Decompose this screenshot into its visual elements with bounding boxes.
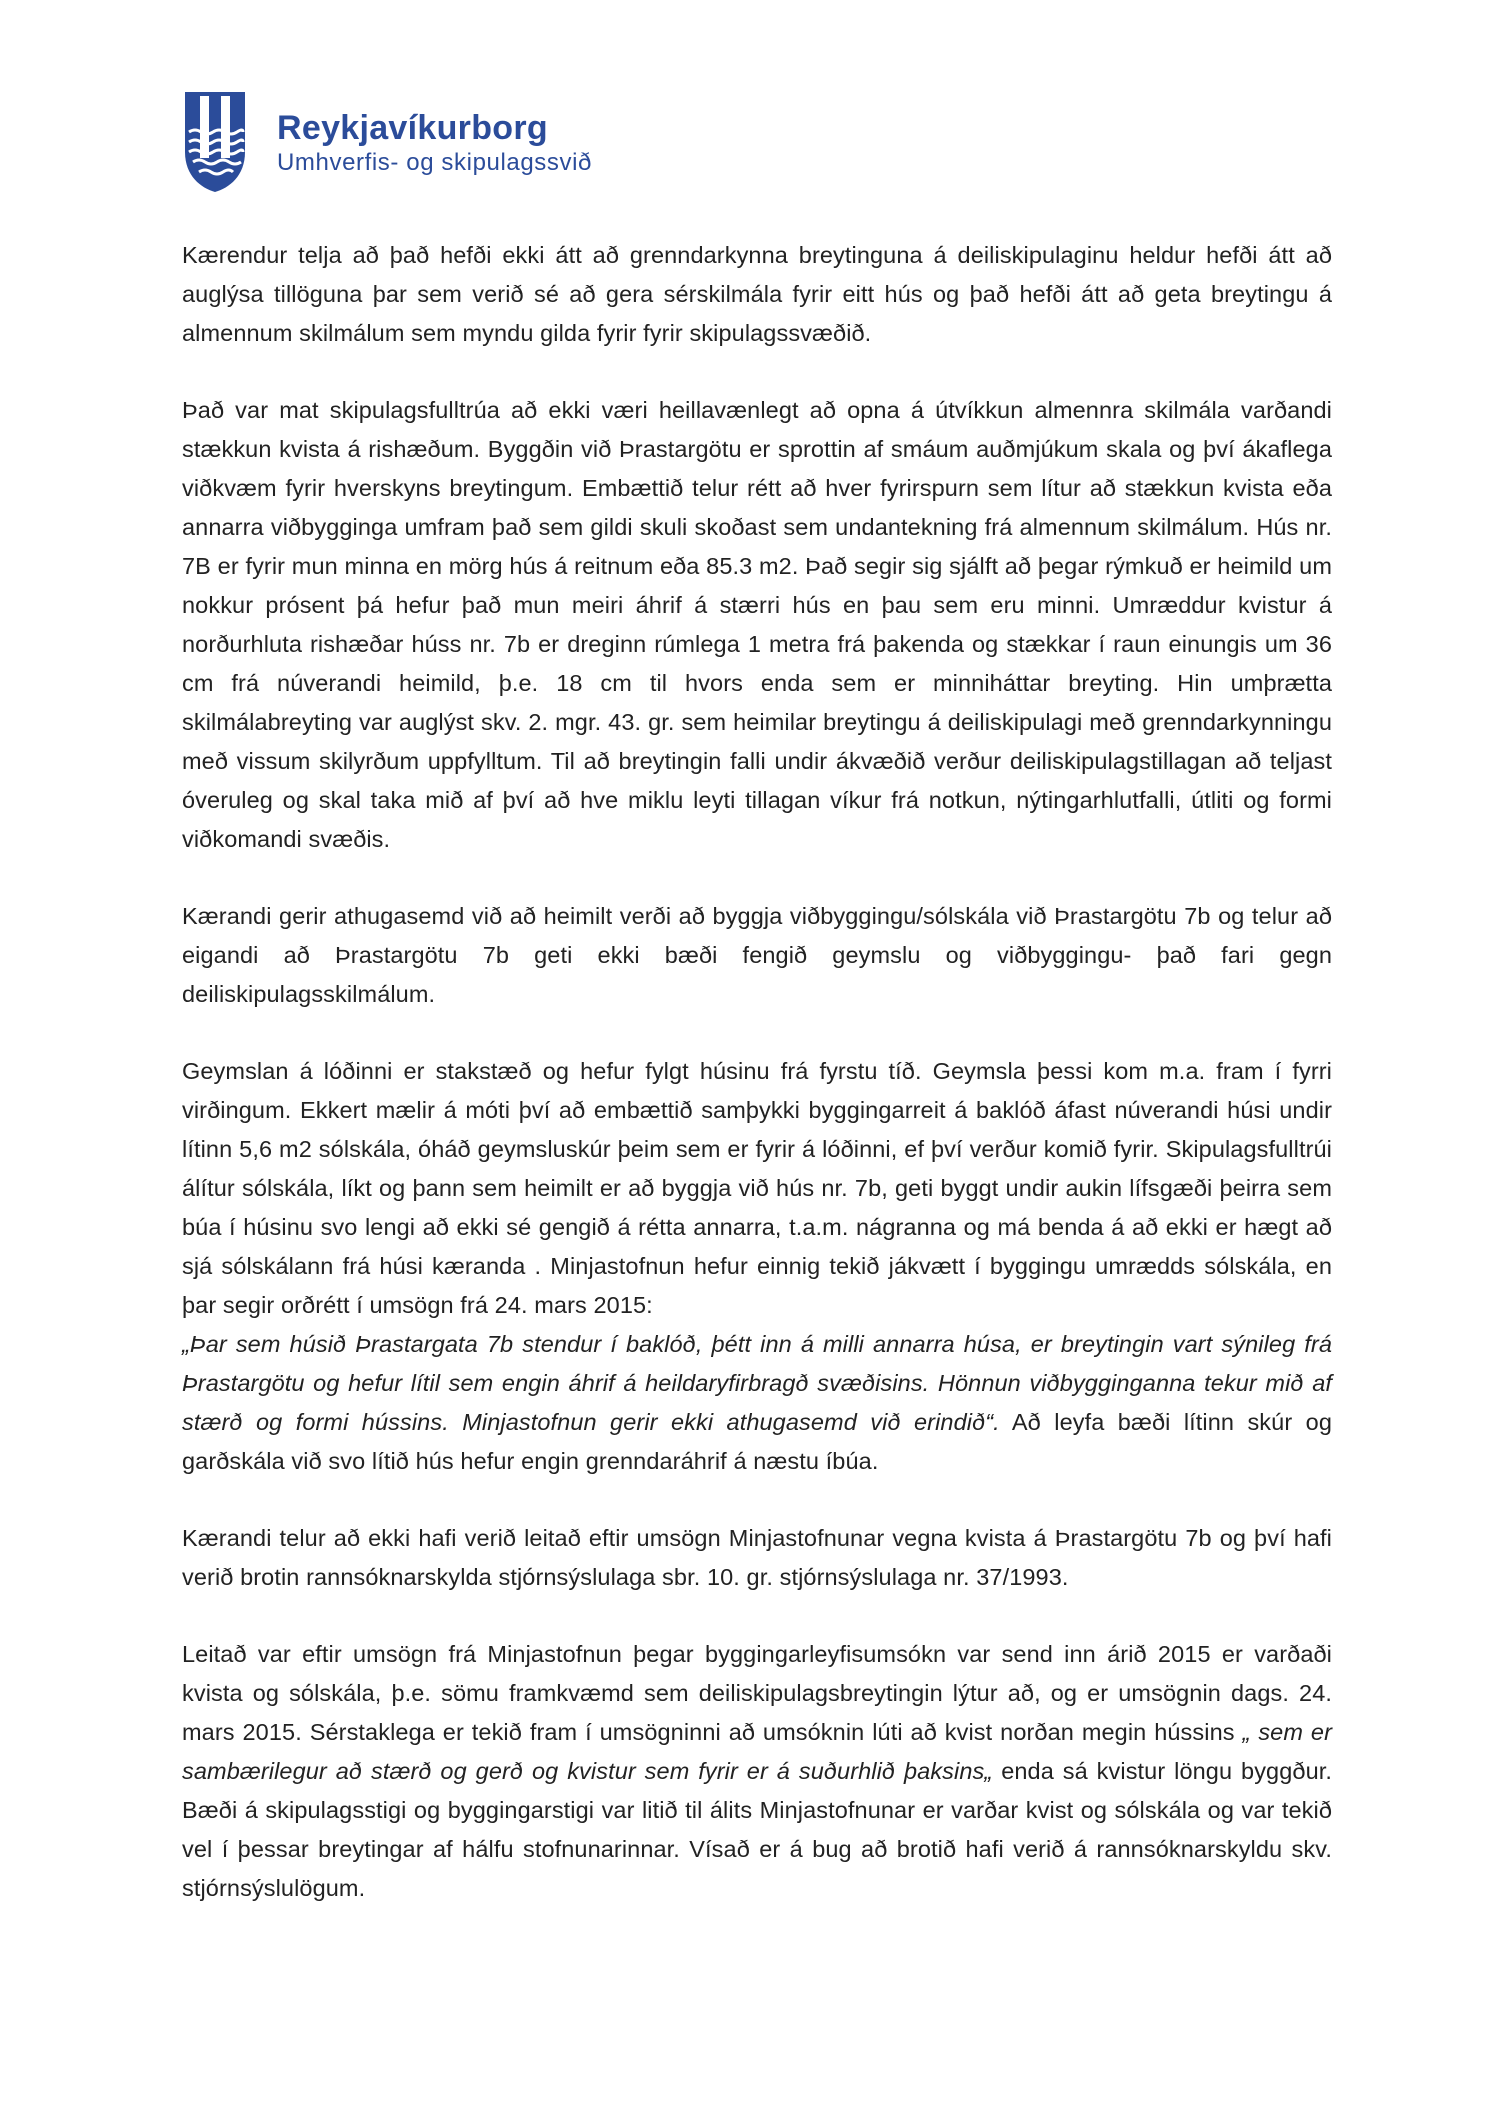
paragraph-5: Kærandi telur að ekki hafi verið leitað eftir umsögn Minjastofnunar vegna kvista á Þrastargötu 7b og því hafi verið brotin rannsóknarskylda stjórnsýslulaga sbr. 10. gr. stjórnsýslulaga nr. 37/1993.	[182, 1525, 1332, 1590]
paragraph-4-intro: Geymslan á lóðinni er stakstæð og hefur fylgt húsinu frá fyrstu tíð. Geymsla þessi kom m.a. fram í fyrri virðingum. Ekkert mælir á móti því að embættið samþykki byggingarreit á baklóð áfast núverandi húsi undir lítinn 5,6 m2 sólskála, óháð geymsluskúr þeim sem er fyrir á lóðinni, ef því verður komið fyrir. Skipulagsfulltrúi álítur sólskála, líkt og þann sem heimilt er að byggja við hús nr. 7b, geti byggt undir aukin lífsgæði þeirra sem búa í húsinu svo lengi að ekki sé gengið á rétta annarra, t.a.m. nágranna og má benda á að ekki er hægt að sjá sólskálann frá húsi kæranda . Minjastofnun hefur einnig tekið jákvætt í byggingu umrædds sólskála, en þar segir orðrétt í umsögn frá 24. mars 2015:	[182, 1058, 1332, 1318]
minjastofnun-quote: „Þar sem húsið Þrastargata 7b stendur í baklóð, þétt inn á milli annarra húsa, er breytingin vart sýnileg frá Þrastargötu og hefur lítil sem engin áhrif á heildaryfirbragð svæðisins. Hönnun viðbygginganna tekur mið af stærð og formi hússins. Minjastofnun gerir ekki athugasemd við erindið“.	[182, 1331, 1332, 1435]
reykjavik-shield-icon	[183, 90, 247, 194]
paragraph-6-start: Leitað var eftir umsögn frá Minjastofnun þegar byggingarleyfisumsókn var send inn árið 2015 er varðaði kvista og sólskála, þ.e. sömu framkvæmd sem deiliskipulagsbreytingin lýtur að, og er umsögnin dags. 24. mars 2015. Sérstaklega er tekið fram í umsögninni að umsóknin lúti að kvist norðan megin hússins	[182, 1641, 1332, 1745]
paragraph-3: Kærandi gerir athugasemd við að heimilt verði að byggja viðbyggingu/sólskála við Þrastargötu 7b og telur að eigandi að Þrastargötu 7b geti ekki bæði fengið geymslu og viðbyggingu- það fari gegn deiliskipulagsskilmálum.	[182, 903, 1332, 1007]
paragraph-4	[182, 1052, 1332, 1481]
paragraph-2: Það var mat skipulagsfulltrúa að ekki væri heillavænlegt að opna á útvíkkun almennra skilmála varðandi stækkun kvista á rishæðum. Byggðin við Þrastargötu er sprottin af smáum auðmjúkum skala og því ákaflega viðkvæm fyrir hverskyns breytingum. Embættið telur rétt að hver fyrirspurn sem lítur að stækkun kvista eða annarra viðbygginga umfram það sem gildi skuli skoðast sem undantekning frá almennum skilmálum. Hús nr. 7B er fyrir mun minna en mörg hús á reitnum eða 85.3 m2. Það segir sig sjálft að þegar rýmkuð er heimild um nokkur prósent þá hefur það mun meiri áhrif á stærri hús en þau sem eru minni. Umræddur kvistur á norðurhluta rishæðar húss nr. 7b er dreginn rúmlega 1 metra frá þakenda og stækkar í raun einungis um 36 cm frá núverandi heimild, þ.e. 18 cm til hvors enda sem er minniháttar breyting. Hin umþrætta skilmálabreyting var auglýst skv. 2. mgr. 43. gr. sem heimilar breytingu á deiliskipulagi með grenndarkynningu með vissum skilyrðum uppfylltum. Til að breytingin falli undir ákvæðið verður deiliskipulagstillagan að teljast óveruleg og skal taka mið af því að hve miklu leyti tillagan víkur frá notkun, nýtingarhlutfalli, útliti og formi viðkomandi svæðis.	[182, 397, 1332, 852]
header-logo	[183, 90, 592, 194]
paragraph-4-end: Að leyfa bæði lítinn skúr og garðskála við svo lítið hús hefur engin grenndaráhrif á næstu íbúa.	[182, 1409, 1332, 1474]
paragraph-6	[182, 1635, 1332, 1908]
org-name: Reykjavíkurborg	[277, 109, 548, 147]
document-body	[182, 236, 1332, 1946]
kvistur-quote: „ sem er sambærilegur að stærð og gerð og kvistur sem fyrir er á suðurhlið þaksins„	[182, 1719, 1332, 1784]
paragraph-1: Kærendur telja að það hefði ekki átt að grenndarkynna breytinguna á deiliskipulaginu heldur hefði átt að auglýsa tillöguna þar sem verið sé að gera sérskilmála fyrir eitt hús og það hefði átt að geta breytingu á almennum skilmálum sem myndu gilda fyrir fyrir skipulagssvæðið.	[182, 242, 1332, 346]
department-name: Umhverfis- og skipulagssvið	[277, 149, 592, 176]
paragraph-6-end: enda sá kvistur löngu byggður. Bæði á skipulagsstigi og byggingarstigi var litið til álits Minjastofnunar er varðar kvist og sólskála og var tekið vel í þessar breytingar af hálfu stofnunarinnar. Vísað er á bug að brotið hafi verið á rannsóknarskyldu skv. stjórnsýslulögum.	[182, 1758, 1332, 1901]
